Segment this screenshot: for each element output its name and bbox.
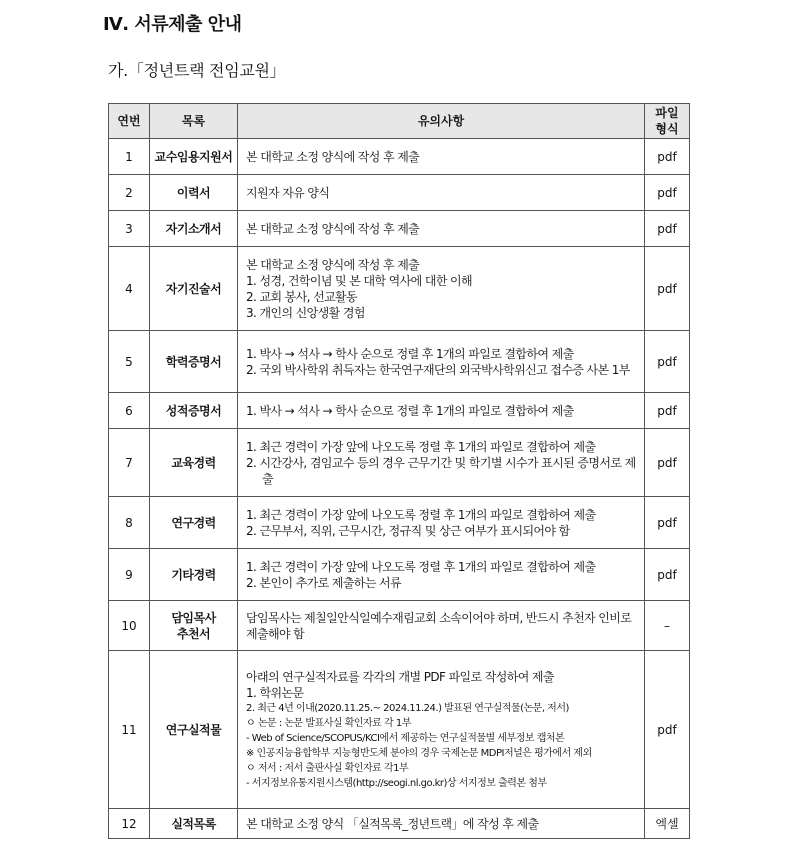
document-name (150, 393, 238, 429)
document-notes (238, 429, 645, 497)
header-no: 연번 (109, 104, 150, 139)
row-number: 11 (109, 651, 150, 809)
document-notes (238, 651, 645, 809)
document-notes (238, 549, 645, 601)
document-name-line: 학력증명서 (165, 354, 222, 369)
table-row (109, 429, 690, 497)
table-row (109, 809, 690, 839)
document-name (150, 809, 238, 839)
row-number: 4 (109, 247, 150, 331)
table-row (109, 211, 690, 247)
file-format: pdf (645, 651, 690, 809)
file-format: pdf (645, 247, 690, 331)
document-name-line: 교수임용지원서 (154, 149, 233, 164)
note-line: 본 대학교 소정 양식 「실적목록_정년트랙」에 작성 후 제출 (246, 816, 539, 831)
row-number: 1 (109, 139, 150, 175)
row-number: 7 (109, 429, 150, 497)
document-name (150, 651, 238, 809)
note-line: 담임목사는 제칠일안식일예수재림교회 소속이어야 하며, 반드시 추천자 인비로 제출해야 함 (246, 610, 632, 641)
document-name-line: 담임목사 (171, 610, 216, 625)
table-row (109, 549, 690, 601)
file-format: pdf (645, 331, 690, 393)
document-notes (238, 247, 645, 331)
document-name-line: 연구실적물 (165, 722, 222, 737)
table-row (109, 175, 690, 211)
note-line: 2. 시간강사, 겸임교수 등의 경우 근무기간 및 학기별 시수가 표시된 증명서로 제출 (246, 455, 636, 486)
header-format (645, 104, 690, 139)
note-line: 지원자 자유 양식 (246, 185, 330, 200)
row-number: 10 (109, 601, 150, 651)
row-number: 3 (109, 211, 150, 247)
document-name-line: 자기진술서 (165, 281, 222, 296)
note-line: 1. 최근 경력이 가장 앞에 나오도록 정렬 후 1개의 파일로 결합하여 제출 (246, 507, 596, 522)
document-notes (238, 211, 645, 247)
table-row (109, 331, 690, 393)
document-name (150, 175, 238, 211)
row-number: 8 (109, 497, 150, 549)
note-line: 본 대학교 소정 양식에 작성 후 제출 (246, 221, 420, 236)
file-format: pdf (645, 139, 690, 175)
table-row (109, 601, 690, 651)
note-line: 본 대학교 소정 양식에 작성 후 제출 (246, 257, 420, 272)
document-name (150, 601, 238, 651)
note-line: 1. 박사 → 석사 → 학사 순으로 정렬 후 1개의 파일로 결합하여 제출 (246, 346, 574, 361)
document-name-line: 실적목록 (171, 816, 216, 831)
note-line: 1. 최근 경력이 가장 앞에 나오도록 정렬 후 1개의 파일로 결합하여 제출 (246, 559, 596, 574)
document-name-line: 추천서 (176, 626, 211, 641)
document-name-line: 교육경력 (171, 455, 216, 470)
document-notes (238, 497, 645, 549)
file-format: pdf (645, 429, 690, 497)
note-line: 1. 박사 → 석사 → 학사 순으로 정렬 후 1개의 파일로 결합하여 제출 (246, 403, 574, 418)
section-title: Ⅳ. 서류제출 안내 (103, 14, 242, 35)
file-format: pdf (645, 497, 690, 549)
file-format: 엑셀 (645, 809, 690, 839)
document-notes (238, 175, 645, 211)
table-row (109, 247, 690, 331)
document-notes (238, 601, 645, 651)
note-line: ㅇ 논문 : 논문 발표사실 확인자료 각 1부 (246, 717, 411, 729)
document-name (150, 247, 238, 331)
header-format-line1: 파일 (655, 106, 679, 120)
row-number: 5 (109, 331, 150, 393)
document-name (150, 331, 238, 393)
note-line: 1. 최근 경력이 가장 앞에 나오도록 정렬 후 1개의 파일로 결합하여 제출 (246, 439, 596, 454)
document-name-line: 이력서 (176, 185, 211, 200)
note-line: 2. 국외 박사학위 취득자는 한국연구재단의 외국박사학위신고 접수증 사본 1부 (246, 362, 630, 377)
document-name-line: 기타경력 (171, 567, 216, 582)
row-number: 12 (109, 809, 150, 839)
documents-table (108, 103, 690, 839)
file-format: pdf (645, 211, 690, 247)
note-line: 2. 교회 봉사, 선교활동 (246, 289, 358, 304)
file-format: pdf (645, 393, 690, 429)
table-row (109, 393, 690, 429)
header-format-line2: 형식 (655, 122, 679, 136)
document-name-line: 자기소개서 (165, 221, 222, 236)
row-number: 6 (109, 393, 150, 429)
note-line: 2. 근무부서, 직위, 근무시간, 정규직 및 상근 여부가 표시되어야 함 (246, 523, 570, 538)
note-line: 1. 학위논문 (246, 685, 304, 700)
header-notes: 유의사항 (238, 104, 645, 139)
table-row (109, 651, 690, 809)
file-format: pdf (645, 549, 690, 601)
note-line: 3. 개인의 신앙생활 경험 (246, 305, 365, 320)
file-format: – (645, 601, 690, 651)
document-name (150, 549, 238, 601)
note-line: 2. 최근 4년 이내(2020.11.25.~ 2024.11.24.) 발표된 연구실적물(논문, 저서) (246, 702, 569, 714)
document-name-line: 성적증명서 (165, 403, 222, 418)
document-name (150, 139, 238, 175)
document-notes (238, 139, 645, 175)
row-number: 2 (109, 175, 150, 211)
document-notes (238, 331, 645, 393)
file-format: pdf (645, 175, 690, 211)
row-number: 9 (109, 549, 150, 601)
note-line: - Web of Science/SCOPUS/KCI에서 제공하는 연구실적물별 세부정보 캡처본 (246, 732, 565, 744)
note-line: ※ 인공지능융합학부 지능형반도체 분야의 경우 국제논문 MDPI저널은 평가에서 제외 (246, 747, 592, 759)
document-notes (238, 393, 645, 429)
sub-title: 가.「정년트랙 전임교원」 (108, 61, 286, 80)
header-name: 목록 (150, 104, 238, 139)
document-name (150, 497, 238, 549)
note-line: - 서지정보유통지원시스템(http://seogi.nl.go.kr)상 서지정보 출력본 첨부 (246, 777, 547, 789)
document-name (150, 211, 238, 247)
table-header-row (109, 104, 690, 139)
document-notes (238, 809, 645, 839)
note-line: 2. 본인이 추가로 제출하는 서류 (246, 575, 402, 590)
table-row (109, 497, 690, 549)
note-line: 아래의 연구실적자료를 각각의 개별 PDF 파일로 작성하여 제출 (246, 669, 554, 684)
note-line: ㅇ 저서 : 저서 출판사실 확인자료 각1부 (246, 762, 409, 774)
table-row (109, 139, 690, 175)
document-name (150, 429, 238, 497)
document-name-line: 연구경력 (171, 515, 216, 530)
note-line: 1. 성경, 건학이념 및 본 대학 역사에 대한 이해 (246, 273, 473, 288)
note-line: 본 대학교 소정 양식에 작성 후 제출 (246, 149, 420, 164)
